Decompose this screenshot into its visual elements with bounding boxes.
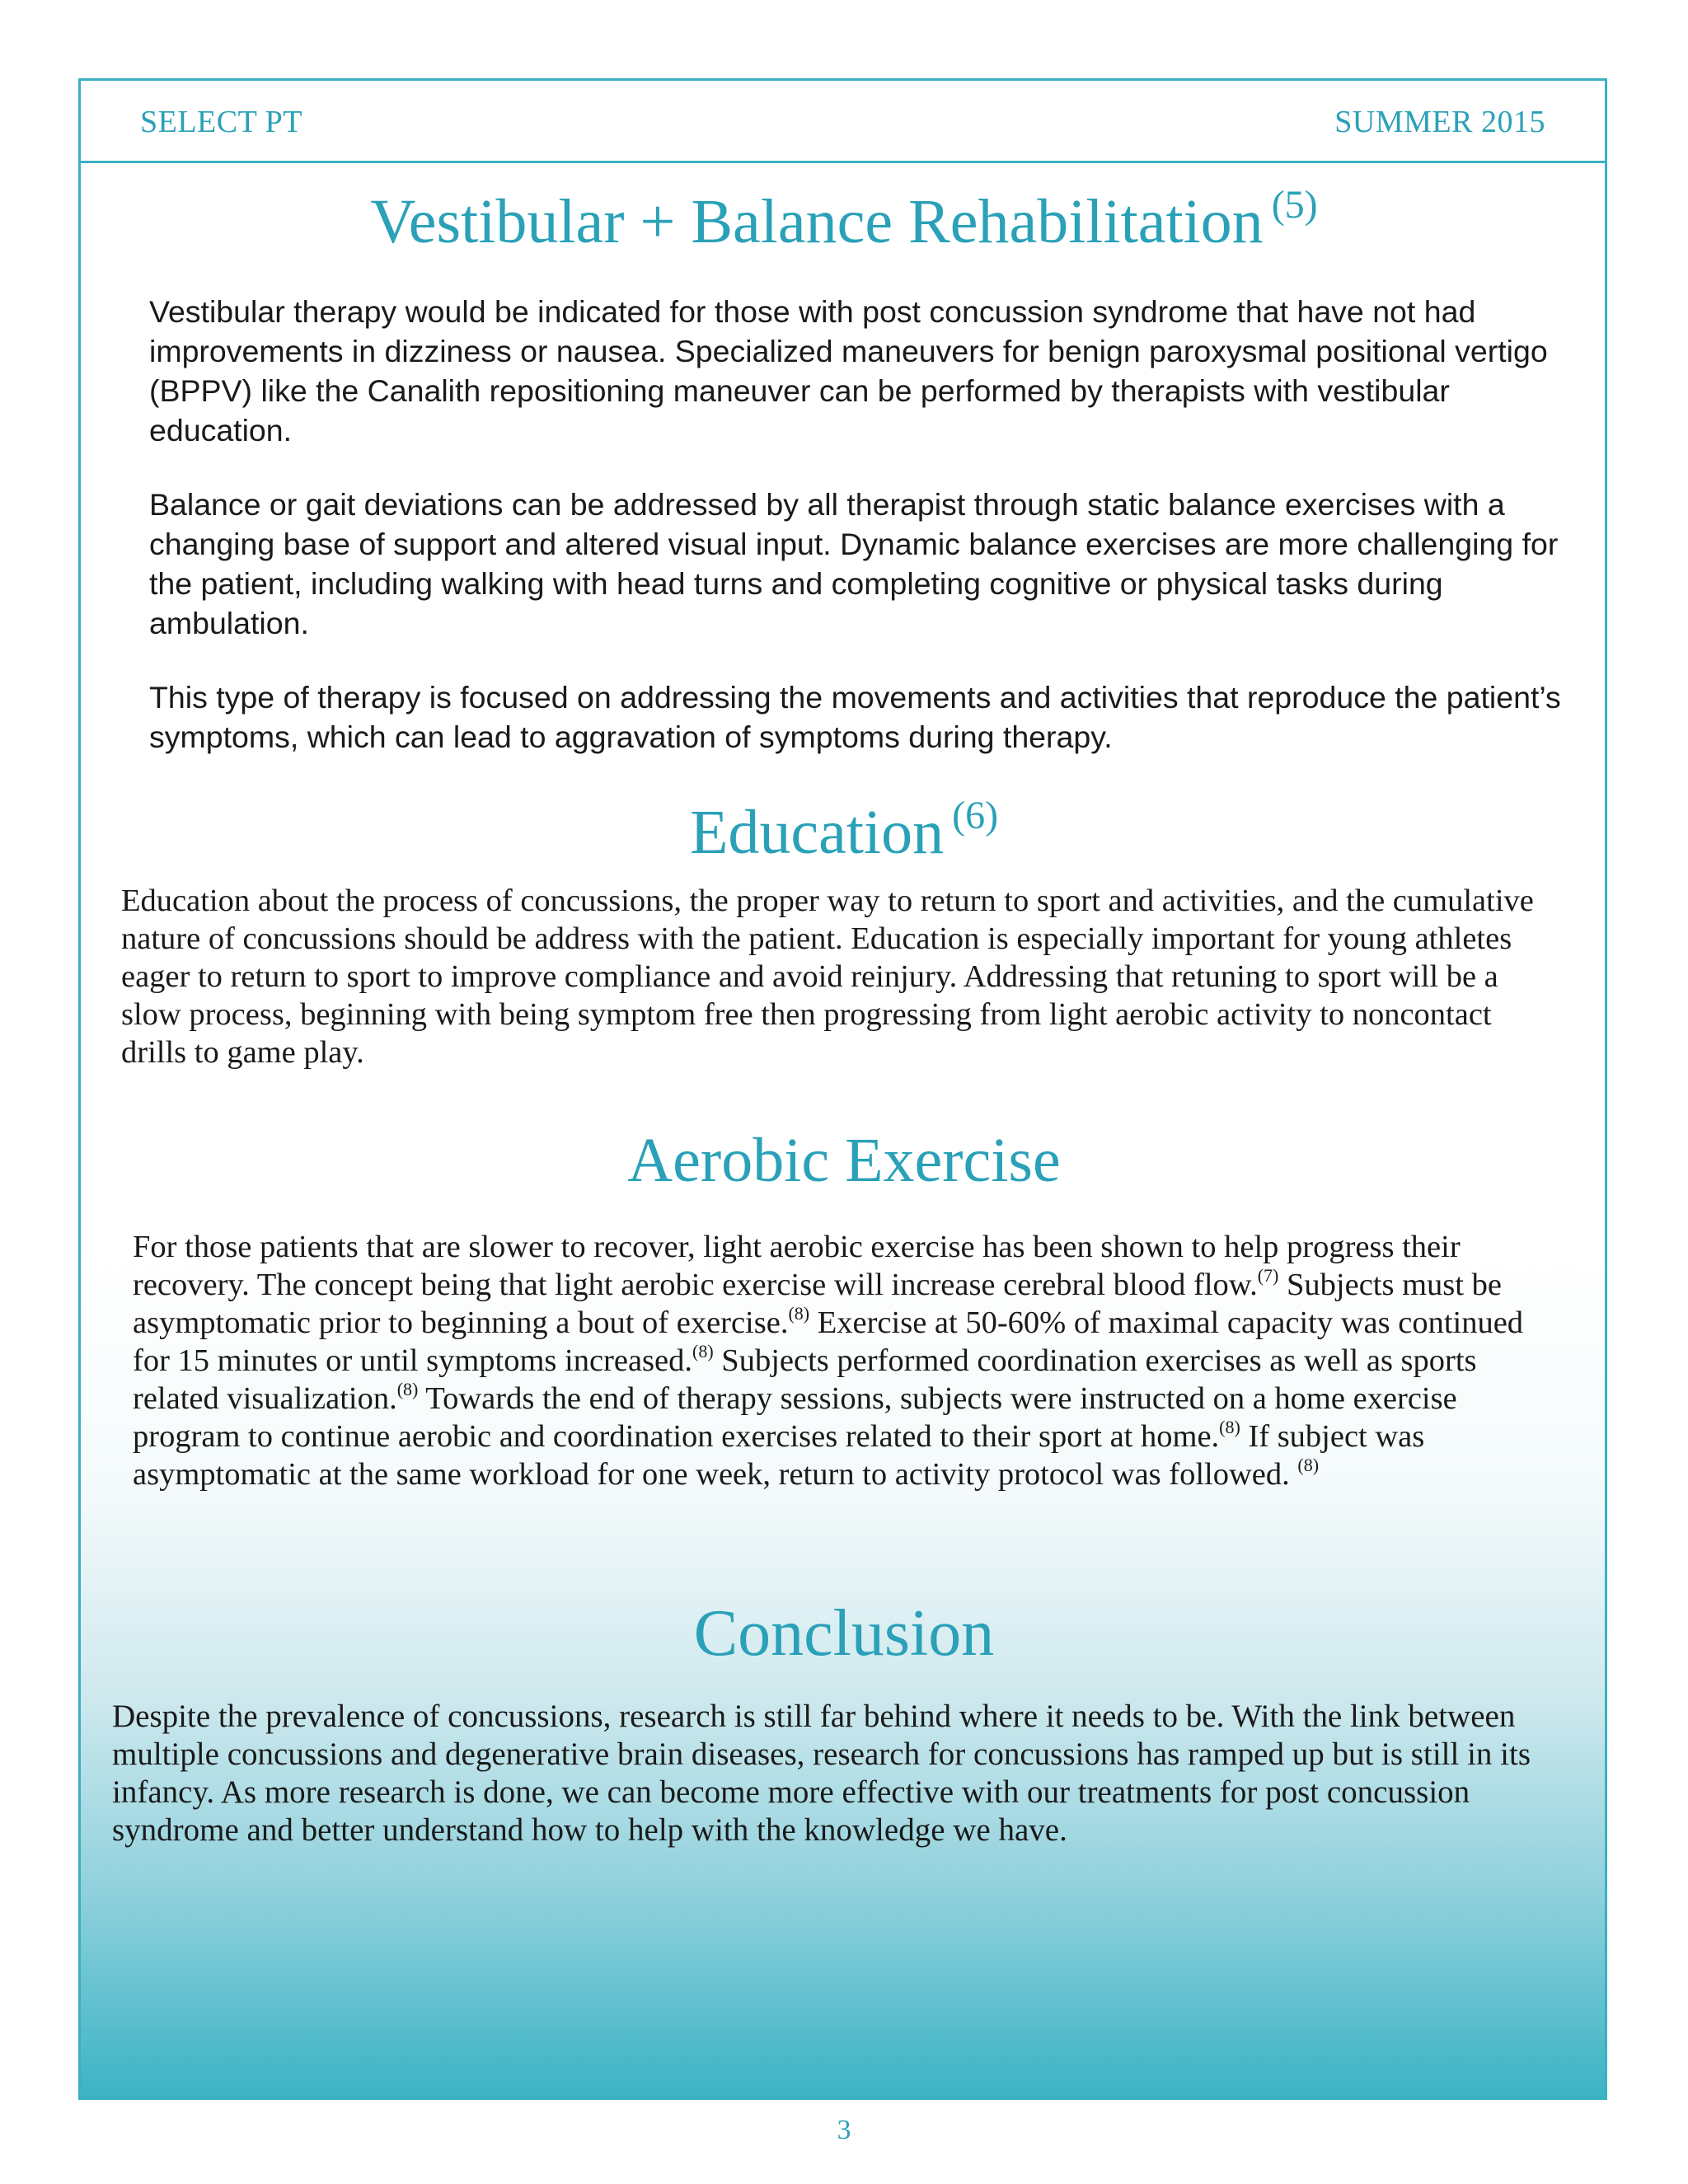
newsletter-header	[81, 81, 1605, 163]
aerobic-paragraph	[133, 1228, 1567, 1493]
heading-vestibular-ref: (5)	[1271, 183, 1318, 227]
vestibular-paragraph-2: Balance or gait deviations can be addressed by all therapist through static balance exercises with a changing base of support and altered visual input. Dynamic balance exercises are more challenging for the patient, including walking with head turns and completing cognitive or physical tasks during ambulation.	[149, 487, 1559, 640]
vestibular-paragraph-3: This type of therapy is focused on addressing the movements and activities that reproduce the patient’s symptoms, which can lead to aggravation of symptoms during therapy.	[149, 680, 1561, 754]
vestibular-paragraph-1: Vestibular therapy would be indicated for those with post concussion syndrome that have not had improvements in dizziness or nausea. Specialized maneuvers for benign paroxysmal positional vertigo (BPPV) like the Canalith repositioning maneuver can be performed by therapists with vestibular education.	[149, 294, 1548, 448]
aerobic-text-2: Subjects must be asymptomatic prior to beginning a bout of exercise.	[133, 1268, 1502, 1340]
citation-ref: (8)	[1219, 1417, 1240, 1437]
publication-name: SELECT PT	[140, 105, 302, 139]
conclusion-paragraph: Despite the prevalence of concussions, research is still far behind where it needs to be. With the link between multiple concussions and degenerative brain diseases, research for concussions has ramped up but is still in its infancy. As more research is done, we can become more effective with our treatments for post concussion syndrome and better understand how to help with the knowledge we have.	[112, 1699, 1531, 1848]
citation-ref: (8)	[788, 1303, 810, 1324]
heading-vestibular-text: Vestibular + Balance Rehabilitation	[370, 187, 1264, 256]
citation-ref: (8)	[692, 1341, 714, 1361]
heading-aerobic-exercise: Aerobic Exercise	[627, 1126, 1061, 1195]
citation-ref: (8)	[396, 1379, 419, 1399]
heading-vestibular	[0, 183, 1688, 256]
heading-education	[0, 794, 1688, 867]
aerobic-text-3: Exercise at 50-60% of maximal capacity was continued for 15 minutes or until symptoms increased.	[133, 1305, 1524, 1378]
issue-date: SUMMER 2015	[1334, 105, 1545, 139]
citation-ref: (7)	[1257, 1265, 1279, 1286]
heading-conclusion: Conclusion	[693, 1597, 995, 1670]
aerobic-text-5: Towards the end of therapy sessions, subjects were instructed on a home exercise program to continue aerobic and coordination exercises related to their sport at home.	[133, 1381, 1457, 1454]
aerobic-text-1: For those patients that are slower to recover, light aerobic exercise has been shown to help progress their recovery. The concept being that light aerobic exercise will increase cerebral blood flow.	[133, 1230, 1461, 1302]
page-number: 3	[837, 2115, 851, 2145]
aerobic-text-4: Subjects performed coordination exercises as well as sports related visualization.	[133, 1343, 1477, 1416]
education-paragraph: Education about the process of concussions, the proper way to return to sport and activities, and the cumulative nature of concussions should be address with the patient. Education is especially important for young athletes eager to return to sport to improve compliance and avoid reinjury. Addressing that retuning to sport will be a slow process, beginning with being symptom free then progressing from light aerobic activity to noncontact drills to game play.	[121, 883, 1534, 1070]
heading-education-ref: (6)	[952, 794, 999, 837]
heading-education-text: Education	[689, 798, 945, 867]
aerobic-text-6: If subject was asymptomatic at the same workload for one week, return to activity protocol was followed.	[133, 1419, 1425, 1492]
citation-ref: (8)	[1297, 1455, 1320, 1475]
